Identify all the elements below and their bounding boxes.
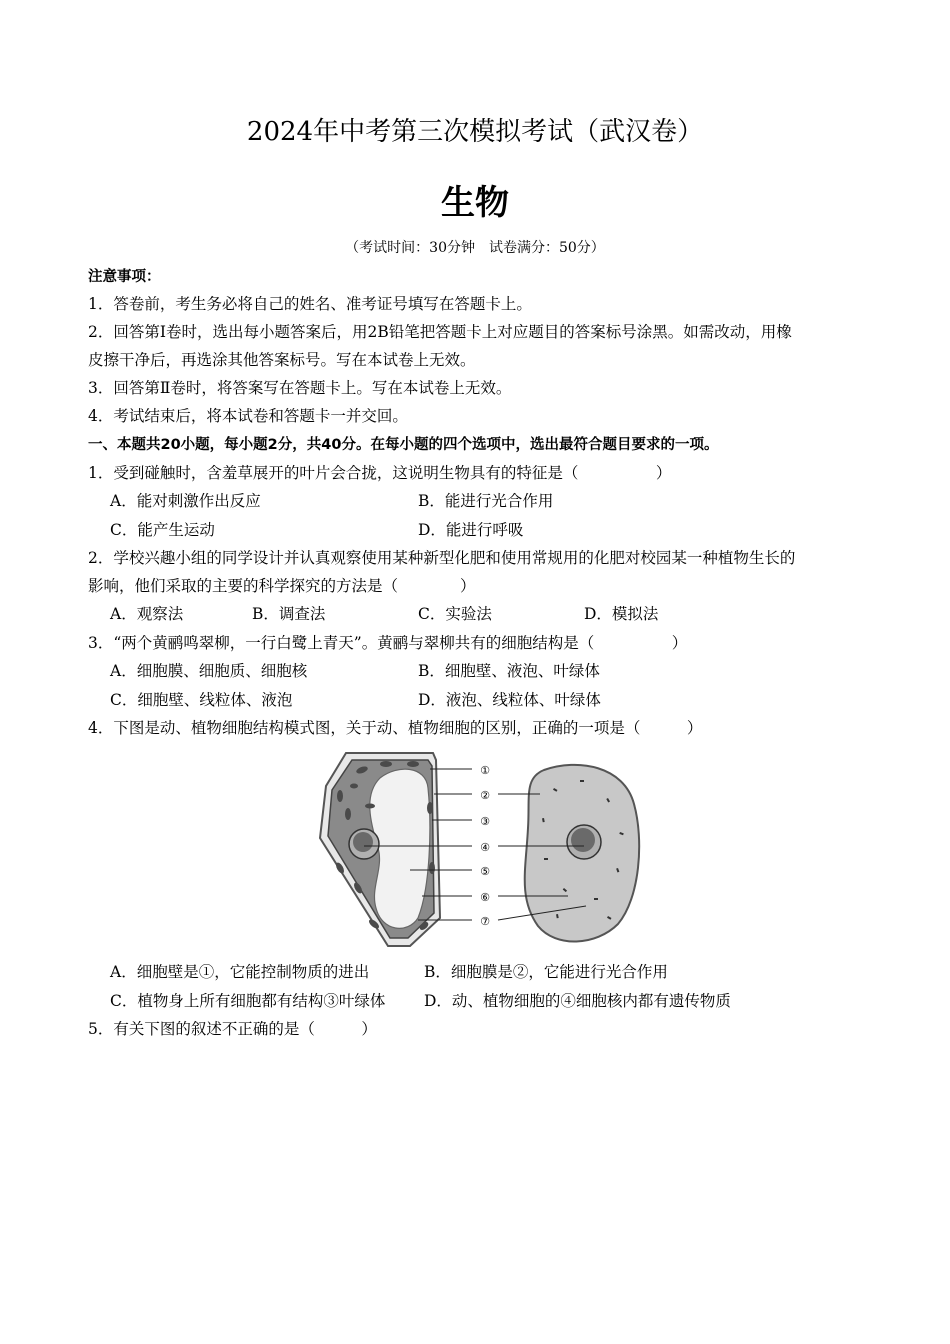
question-2-option-a: A．观察法 xyxy=(110,605,184,623)
notice-heading: 注意事项： xyxy=(88,269,161,285)
question-1-option-a: A．能对刺激作出反应 xyxy=(110,492,261,510)
exam-title: 2024年中考第三次模拟考试（武汉卷） xyxy=(246,117,704,147)
question-1-option-b: B．能进行光合作用 xyxy=(418,492,554,510)
cell-structure-figure xyxy=(318,748,648,948)
question-1-stem: 1．受到碰触时，含羞草展开的叶片会合拢，这说明生物具有的特征是（ ） xyxy=(88,464,672,482)
question-3-option-a: A．细胞膜、细胞质、细胞核 xyxy=(110,662,308,680)
exam-meta: （考试时间：30分钟 试卷满分：50分） xyxy=(345,240,605,256)
question-4-option-a: A．细胞壁是①，它能控制物质的进出 xyxy=(110,963,370,981)
figure-label-7: ⑦ xyxy=(480,915,490,928)
question-3-option-c: C．细胞壁、线粒体、液泡 xyxy=(110,691,293,709)
question-3-stem: 3．“两个黄鹂鸣翠柳，一行白鹭上青天”。黄鹂与翠柳共有的细胞结构是（ ） xyxy=(88,634,688,652)
plant-nucleolus xyxy=(353,832,373,852)
question-4-option-d: D．动、植物细胞的④细胞核内都有遗传物质 xyxy=(424,992,731,1010)
question-3-option-b: B．细胞壁、液泡、叶绿体 xyxy=(418,662,600,680)
question-3-option-d: D．液泡、线粒体、叶绿体 xyxy=(418,691,601,709)
question-4-option-c: C．植物身上所有细胞都有结构③叶绿体 xyxy=(110,992,386,1010)
figure-label-3: ③ xyxy=(480,815,490,828)
question-1-option-c: C．能产生运动 xyxy=(110,521,215,539)
section-heading: 一、本题共20小题，每小题2分，共40分。在每小题的四个选项中，选出最符合题目要求的一项。 xyxy=(88,437,719,453)
notice-item: 4．考试结束后，将本试卷和答题卡一并交回。 xyxy=(88,407,408,425)
animal-nucleolus xyxy=(571,828,595,852)
notice-item: 皮擦干净后，再选涂其他答案标号。写在本试卷上无效。 xyxy=(88,351,476,369)
figure-label-4: ④ xyxy=(480,841,490,854)
subject-title: 生物 xyxy=(441,183,509,223)
question-5-stem: 5．有关下图的叙述不正确的是（ ） xyxy=(88,1020,377,1038)
question-2-option-b: B．调查法 xyxy=(252,605,326,623)
question-1-option-d: D．能进行呼吸 xyxy=(418,521,524,539)
figure-label-2: ② xyxy=(480,789,490,802)
question-2-option-d: D．模拟法 xyxy=(584,605,659,623)
question-4-option-b: B．细胞膜是②，它能进行光合作用 xyxy=(424,963,668,981)
figure-label-5: ⑤ xyxy=(480,865,490,878)
figure-label-1: ① xyxy=(480,764,490,777)
notice-item: 1．答卷前，考生务必将自己的姓名、准考证号填写在答题卡上。 xyxy=(88,295,532,313)
question-2-option-c: C．实验法 xyxy=(418,605,492,623)
notice-item: 2．回答第Ⅰ卷时，选出每小题答案后，用2B铅笔把答题卡上对应题目的答案标号涂黑。如需改动，用橡 xyxy=(88,323,792,341)
question-4-stem: 4．下图是动、植物细胞结构模式图，关于动、植物细胞的区别，正确的一项是（ ） xyxy=(88,719,703,737)
figure-label-6: ⑥ xyxy=(480,891,490,904)
notice-item: 3．回答第Ⅱ卷时，将答案写在答题卡上。写在本试卷上无效。 xyxy=(88,379,512,397)
question-2-stem: 2．学校兴趣小组的同学设计并认真观察使用某种新型化肥和使用常规用的化肥对校园某一种植物生长的 xyxy=(88,549,796,567)
question-2-stem: 影响，他们采取的主要的科学探究的方法是（ ） xyxy=(88,577,476,595)
